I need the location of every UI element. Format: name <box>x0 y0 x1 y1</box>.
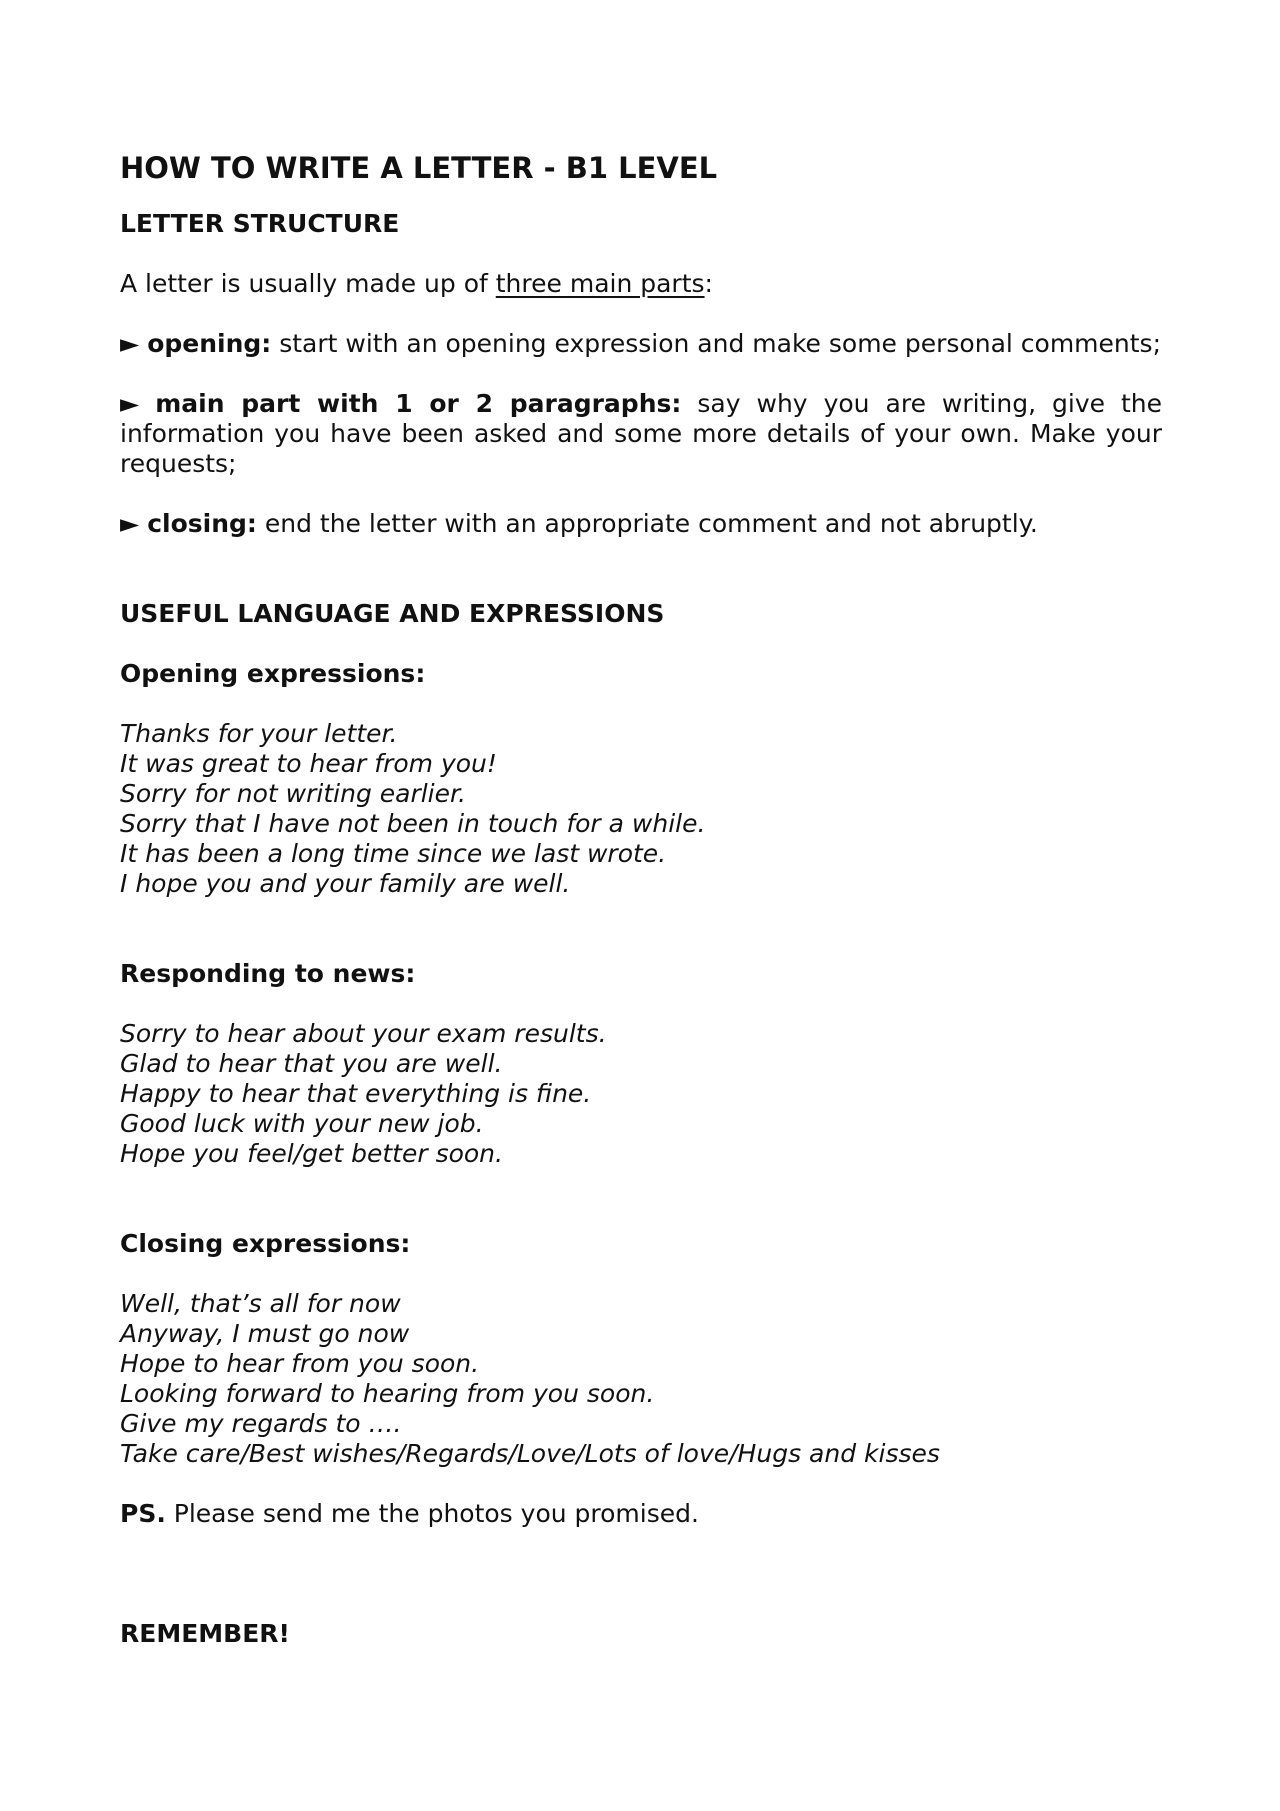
list-item: It has been a long time since we last wrote. <box>120 839 667 868</box>
section-heading-remember: REMEMBER! <box>120 1619 290 1648</box>
ps-label: PS. <box>120 1499 166 1528</box>
list-item: Glad to hear that you are well. <box>120 1049 503 1078</box>
underlined-phrase: three main parts <box>495 269 705 298</box>
list-item: Hope to hear from you soon. <box>120 1349 480 1378</box>
document-page <box>120 148 1162 1649</box>
list-item: Sorry for not writing earlier. <box>120 779 466 808</box>
list-item: Hope you feel/get better soon. <box>120 1139 503 1168</box>
bullet-label: main part with 1 or 2 paragraphs: <box>155 389 682 418</box>
bullet-arrow-icon: ► <box>120 389 140 418</box>
bullet-arrow-icon: ► <box>120 329 140 358</box>
bullet-text: end the letter with an appropriate comment and not abruptly. <box>264 509 1038 538</box>
list-item: Happy to hear that everything is fine. <box>120 1079 592 1108</box>
bullet-main-part <box>120 389 1162 479</box>
list-item: Anyway, I must go now <box>120 1319 410 1348</box>
list-item: Thanks for your letter. <box>120 719 398 748</box>
section-heading-useful-language: USEFUL LANGUAGE AND EXPRESSIONS <box>120 599 665 628</box>
opening-expressions-list <box>120 719 1162 899</box>
structure-intro: A letter is usually made up of three main parts: <box>120 269 713 298</box>
list-item: Looking forward to hearing from you soon. <box>120 1379 655 1408</box>
list-item: Take care/Best wishes/Regards/Love/Lots of love/Hugs and kisses <box>120 1439 940 1468</box>
bullet-arrow-icon: ► <box>120 509 140 538</box>
list-item: Good luck with your new job. <box>120 1109 484 1138</box>
ps-text: Please send me the photos you promised. <box>165 1499 699 1528</box>
list-item: I hope you and your family are well. <box>120 869 571 898</box>
page-title: HOW TO WRITE A LETTER - B1 LEVEL <box>120 151 718 185</box>
bullet-label: opening: <box>147 329 272 358</box>
ps-line <box>120 1499 1162 1529</box>
bullet-closing <box>120 509 1162 539</box>
list-item: Sorry that I have not been in touch for a while. <box>120 809 706 838</box>
subheading-closing-expressions: Closing expressions: <box>120 1229 411 1258</box>
list-item: Give my regards to …. <box>120 1409 402 1438</box>
subheading-responding-to-news: Responding to news: <box>120 959 416 988</box>
bullet-opening <box>120 329 1162 359</box>
closing-expressions-list <box>120 1289 1162 1469</box>
bullet-text: start with an opening expression and make some personal comments; <box>279 329 1161 358</box>
list-item: It was great to hear from you! <box>120 749 497 778</box>
list-item: Well, that’s all for now <box>120 1289 401 1318</box>
list-item: Sorry to hear about your exam results. <box>120 1019 607 1048</box>
bullet-label: closing: <box>147 509 257 538</box>
section-heading-letter-structure: LETTER STRUCTURE <box>120 209 400 238</box>
subheading-opening-expressions: Opening expressions: <box>120 659 426 688</box>
bullet-text: say why you are writing, give the information you have been asked and some more details of your own. Make your requests; <box>120 389 1163 478</box>
responding-expressions-list <box>120 1019 1162 1169</box>
